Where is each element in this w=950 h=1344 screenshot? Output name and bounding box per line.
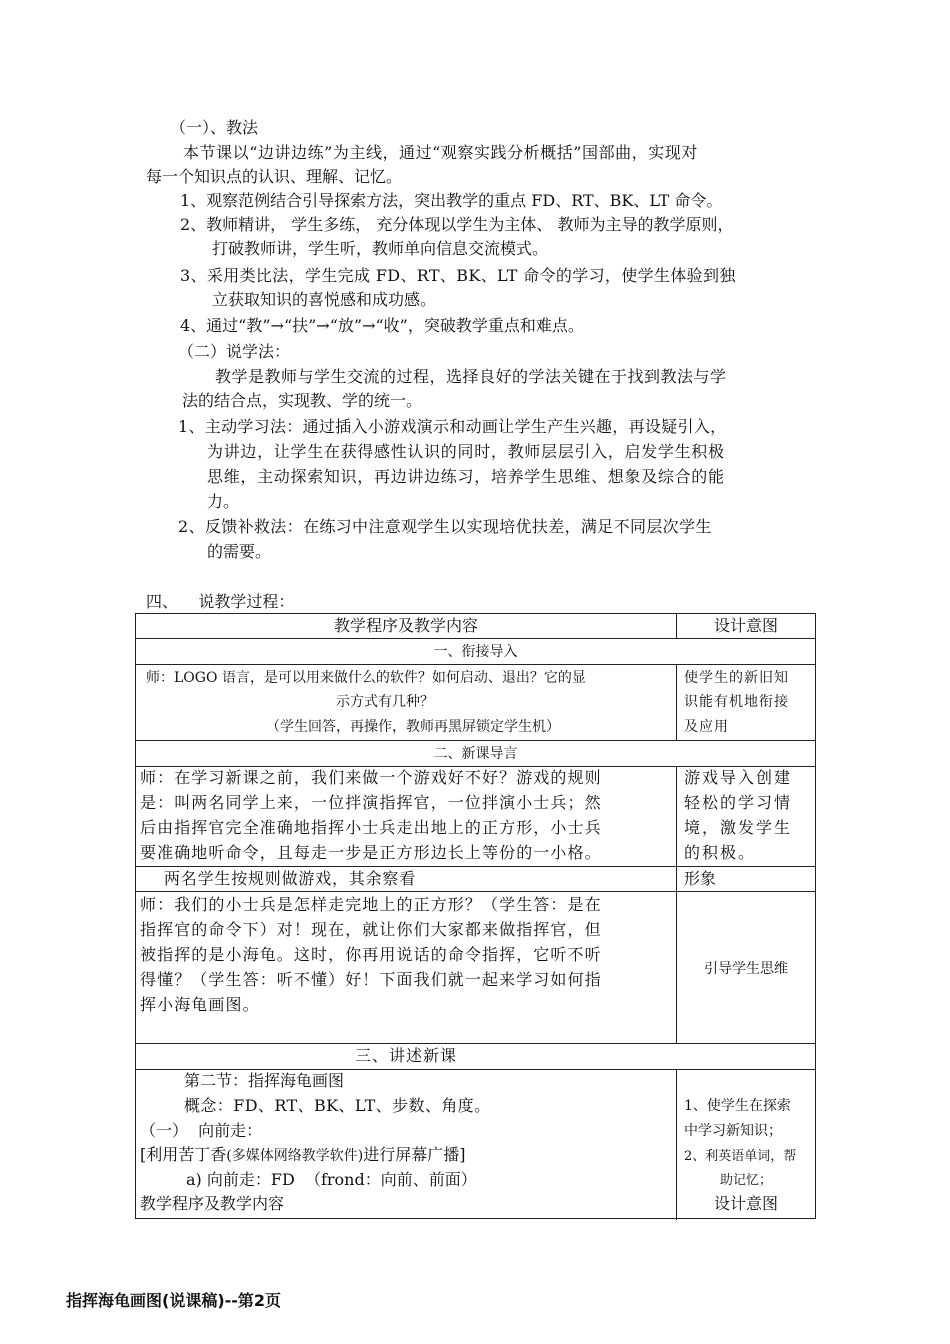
teach-item-3: 3、采用类比法，学生完成 FD、RT、BK、LT 命令的学习，使学生体验到独: [180, 266, 736, 285]
r1-right-line-1: 使学生的新旧知: [684, 670, 789, 686]
r1-left-line-3: （学生回答，再操作，教师再黑屏锁定学生机）: [266, 719, 560, 735]
r2-left-line-1: 师：在学习新课之前，我们来做一个游戏好不好？游戏的规则: [140, 768, 602, 787]
learn-method-heading: （二）说学法：: [178, 342, 291, 361]
r4-left-line-5: 挥小海龟画图。: [140, 995, 260, 1014]
teach-method-heading: （一）、教法: [170, 118, 259, 137]
header-design-intent: 设计意图: [713, 616, 778, 635]
r5-left-line-4c: 进行屏幕广播]: [363, 1145, 466, 1164]
header-procedure: 教学程序及教学内容: [333, 616, 478, 635]
r5-right-line-4: 助记忆；: [719, 1173, 772, 1188]
teach-intro-line-2: 每一个知识点的认识、理解、记忆。: [146, 167, 403, 186]
r1-left-line-2: 示方式有几种？: [336, 694, 434, 710]
r3-left: 两名学生按规则做游戏，其余察看: [164, 869, 417, 888]
learn-item-1-cont-2: 思维，主动探索知识，再边讲边练习，培养学生思维、想象及综合的能: [207, 467, 725, 486]
r5-right-line-5: 设计意图: [713, 1194, 778, 1213]
learn-item-1-cont-3: 力。: [207, 492, 240, 511]
teach-item-2: 2、教师精讲， 学生多练， 充分体现以学生为主体、 教师为主导的教学原则，: [180, 215, 734, 234]
section-title-1: 一、衔接导入: [433, 644, 518, 660]
r2-right-line-1: 游戏导入创建: [684, 768, 793, 787]
r5-left-line-4a: [利用苦丁香: [140, 1145, 227, 1164]
learn-intro-line-1: 教学是教师与学生交流的过程，选择良好的学法关键在于找到教法与学: [215, 367, 727, 386]
r5-right-line-3: 2、利英语单词，帮: [684, 1149, 797, 1164]
r5-left-line-4b: (多媒体网络教学软件): [226, 1148, 364, 1164]
learn-item-1-cont-1: 为讲边，让学生在获得感性认识的同时，教师层层引入，启发学生积极: [207, 442, 725, 461]
r5-left-line-4: [140, 1143, 465, 1168]
r5-right-line-2: 中学习新知识；: [684, 1123, 782, 1139]
r1-right-line-3: 及应用: [684, 719, 729, 735]
learn-item-1: 1、主动学习法：通过插入小游戏演示和动画让学生产生兴趣，再设疑引入，: [178, 417, 727, 436]
r1-left-line-1: 师：LOGO 语言，是可以用来做什么的软件？如何启动、退出？它的显: [146, 670, 586, 686]
r5-right-line-1: 1、使学生在探索: [684, 1098, 791, 1114]
r2-left-line-2: 是：叫两名同学上来，一位拌演指挥官，一位拌演小士兵；然: [140, 793, 602, 812]
teach-intro-line-1: 本节课以“边讲边练”为主线，通过“观察实践分析概括”国部曲，实现对: [183, 143, 698, 162]
r4-left-line-3: 被指挥的是小海龟。这时，你再用说话的命令指挥，它听不听: [140, 945, 602, 964]
r5-left-line-1: 第二节：指挥海龟画图: [184, 1071, 345, 1090]
r4-left-line-1: 师：我们的小士兵是怎样走完地上的正方形？（学生答：是在: [140, 895, 602, 914]
r1-right-line-2: 识能有机地衔接: [684, 694, 789, 710]
section-title-2: 二、新课导言: [433, 746, 518, 762]
process-heading: 四、 说教学过程：: [146, 592, 295, 611]
r5-left-line-6: 教学程序及教学内容: [140, 1194, 285, 1213]
teach-item-2-cont: 打破教师讲，学生听，教师单向信息交流模式。: [212, 239, 549, 258]
section-title-3: 三、讲述新课: [354, 1046, 457, 1065]
teach-item-4: 4、通过“教”→“扶”→“放”→“收”，突破教学重点和难点。: [180, 316, 584, 335]
r4-left-line-2: 指挥官的命令下）对！现在，就让你们大家都来做指挥官，但: [140, 920, 602, 939]
learn-intro-line-2: 法的结合点，实现教、学的统一。: [182, 391, 423, 410]
r2-right-line-3: 境，激发学生: [684, 818, 793, 837]
r5-left-line-5: a) 向前走：FD （frond：向前、前面）: [186, 1170, 477, 1189]
r5-left-line-2: 概念：FD、RT、BK、LT、步数、角度。: [184, 1096, 491, 1115]
learn-item-2: 2、反馈补救法：在练习中注意观学生以实现培优扶差，满足不同层次学生: [178, 517, 712, 536]
r4-right: 引导学生思维: [704, 961, 788, 977]
r2-right-line-4: 的积极。: [684, 843, 757, 862]
r2-left-line-4: 要准确地听命令，且每走一步是正方形边长上等份的一小格。: [140, 843, 602, 862]
teaching-process-table: [135, 613, 816, 1219]
r2-left-line-3: 后由指挥官完全准确地指挥小士兵走出地上的正方形，小士兵: [140, 818, 602, 837]
teach-item-1: 1、观察范例结合引导探索方法，突出教学的重点 FD、RT、BK、LT 命令。: [180, 191, 723, 210]
page-footer: 指挥海龟画图(说课稿)--第2页: [66, 1291, 282, 1310]
learn-item-2-cont: 的需要。: [207, 542, 272, 561]
teach-item-3-cont: 立获取知识的喜悦感和成功感。: [212, 290, 437, 309]
r4-left-line-4: 得懂？（学生答：听不懂）好！下面我们就一起来学习如何指: [140, 970, 602, 989]
r5-left-line-3: （一） 向前走：: [140, 1121, 263, 1140]
r3-right: 形象: [684, 869, 717, 888]
r2-right-line-2: 轻松的学习情: [684, 793, 793, 812]
